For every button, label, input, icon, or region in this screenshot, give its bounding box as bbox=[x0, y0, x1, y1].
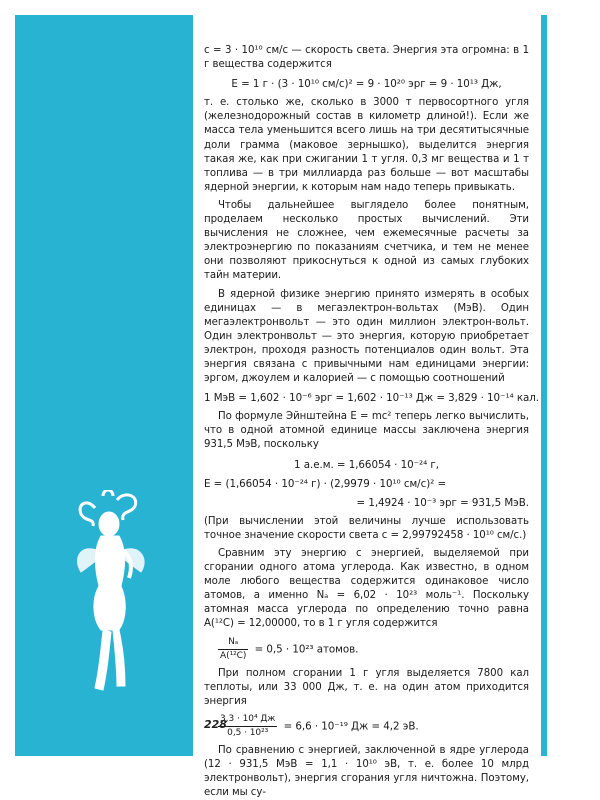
equation-amu-mass: 1 а.е.м. = 1,66054 · 10⁻²⁴ г, bbox=[294, 458, 439, 471]
paragraph-coal-comparison: т. е. столько же, сколько в 3000 т первосортного угля (железнодорожный состав в километр длиной!). Если же масса тела уменьшится всего лишь на три десятитысячные доли грамма (маковое зернышко), выделится энергия такая же, как при сжигании 1 т угля. 0,3 мг вещества и 1 т топлива — в три миллиарда раз больше — вот масштабы ядерной энергии, к которым нам надо теперь привыкать. bbox=[204, 97, 529, 193]
fraction-avogadro-over-mass bbox=[218, 637, 248, 662]
paragraph-carbon-combustion: Сравним эту энергию с энергией, выделяемой при сгорании одного атома углерода. Как известно, в одном моле любого вещества содержится одинаковое число атомов, а именно Nₐ = 6,02 · 10²³ моль⁻¹. Поскольку атомная масса углерода по определению точно равна A(¹²C) = 12,00000, то в 1 г угля содержится bbox=[204, 548, 529, 630]
equation-energy-per-atom bbox=[204, 714, 529, 739]
paragraph-combustion-heat: При полном сгорании 1 г угля выделяется 7800 кал теплоты, или 33 000 Дж, т. е. на один атом приходится энергия bbox=[204, 667, 529, 707]
jester-figure-illustration bbox=[73, 490, 151, 695]
paragraph-speed-of-light: c = 3 · 10¹⁰ см/с — скорость света. Энергия эта огромна: в 1 г вещества содержится bbox=[204, 45, 529, 71]
decorative-sidebar bbox=[15, 15, 193, 756]
page-number: 228 bbox=[204, 718, 227, 731]
paragraph-einstein-formula: По формуле Эйнштейна E = mc² теперь легко вычислить, что в одной атомной единице массы заключена энергия 931,5 МэВ, поскольку bbox=[204, 411, 529, 451]
paragraph-exact-speed-note: (При вычислении этой величины лучше использовать точное значение скорости света c = 2,99792458 · 10¹⁰ см/с.) bbox=[204, 515, 529, 541]
equation-amu-energy-line2: = 1,4924 · 10⁻³ эрг = 931,5 МэВ. bbox=[356, 496, 529, 509]
equation-result: = 6,6 · 10⁻¹⁹ Дж = 4,2 эВ. bbox=[283, 720, 419, 733]
equation-result: = 0,5 · 10²³ атомов. bbox=[254, 643, 359, 656]
main-text-column bbox=[204, 44, 540, 800]
fraction-denominator: 0,5 · 10²³ bbox=[227, 727, 269, 738]
paragraph-calculations: Чтобы дальнейшее выглядело более понятным, проделаем несколько простых вычислений. Эти вычисления не сложнее, чем ежемесячные расчеты за электроэнергию по показаниям счетчика, и тем не менее они позволяют прикоснуться к одной из самых глубоких тайн материи. bbox=[204, 199, 529, 282]
fraction-numerator: Nₐ bbox=[218, 637, 248, 650]
paragraph-nuclear-comparison: По сравнению с энергией, заключенной в ядре углерода (12 · 931,5 МэВ = 1,1 · 10¹⁰ эВ, т. е. более 10 млрд электронвольт), энергия сгорания угля ничтожна. Поэтому, если мы су- bbox=[204, 744, 529, 799]
equation-amu-energy-line1: E = (1,66054 · 10⁻²⁴ г) · (2,9979 · 10¹⁰ см/с)² = bbox=[204, 477, 447, 490]
equation-energy-1g: E = 1 г · (3 · 10¹⁰ см/с)² = 9 · 10²⁰ эрг = 9 · 10¹³ Дж, bbox=[231, 78, 502, 91]
paragraph-mev-units: В ядерной физике энергию принято измерять в особых единицах — в мегаэлектрон-вольтах (МэВ). Один мегаэлектронвольт — это один миллион электрон-вольт. Один электронвольт — это энергия, которую приобретает электрон, проходя разность потенциалов один вольт. Эта энергия связана с привычными нам единицами энергии: эргом, джоулем и калорией — с помощью соотношений bbox=[204, 288, 529, 385]
fraction-numerator: 3,3 · 10⁴ Дж bbox=[218, 714, 277, 727]
right-margin-rule bbox=[541, 15, 547, 756]
fraction-denominator: A(¹²C) bbox=[220, 650, 247, 661]
equation-mev-conversion: 1 МэВ = 1,602 · 10⁻⁶ эрг = 1,602 · 10⁻¹³ Дж = 3,829 · 10⁻¹⁴ кал. bbox=[204, 392, 540, 405]
equation-atoms-per-gram bbox=[204, 637, 529, 662]
